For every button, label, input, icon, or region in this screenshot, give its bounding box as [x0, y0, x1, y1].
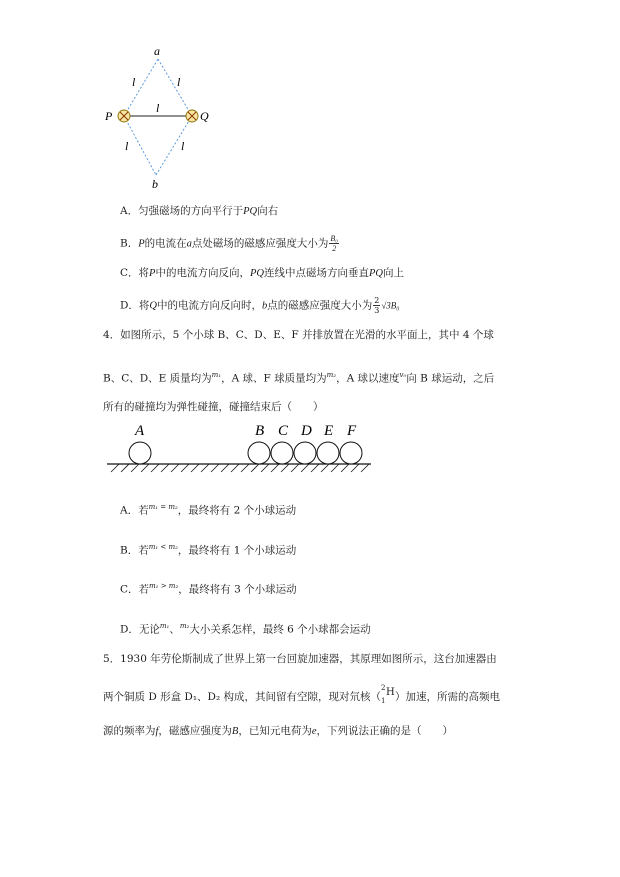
q4-option-a: A．若$^{m_1 = m_2}$，最终将有 2 个小球运动 [120, 503, 297, 517]
q3-option-b: B．P的电流在a点处磁场的磁感应强度大小为 $\frac{\text{B₀}}{2}$ [120, 234, 339, 253]
ground-hatch [111, 464, 369, 472]
q5-stem-line2: 两个铜质 D 形盒 D₁、D₂ 构成，其间留有空隙，现对氘核（ 2 1 H ）加速，所需的高频电 [103, 684, 501, 705]
label-b: b [152, 177, 158, 190]
current-P-icon [118, 110, 130, 122]
q4-option-d: D．无论$^{m_1}$、$^{m_2}$大小关系怎样，最终 6 个小球都会运动 [120, 622, 371, 636]
ball-C [271, 442, 293, 464]
label-l-lower-left: l [125, 139, 129, 153]
ball-label-A: A [135, 423, 145, 439]
label-l-middle: l [156, 101, 160, 115]
q5-stem-line1: 5．1930 年劳伦斯制成了世界上第一台回旋加速器，其原理如图所示，这台加速器由 [103, 653, 497, 665]
q4-stem-line3: 所有的碰撞均为弹性碰撞，碰撞结束后（ ） [103, 401, 324, 413]
q4-stem-line2: B、C、D、E 质量均为$^{m_1}$，A 球、F 球质量均为$^{m_2}$，A 球以速度$^{v_0}$向 B 球运动，之后 [103, 371, 495, 385]
ball-A [129, 442, 151, 464]
label-a: a [154, 44, 160, 58]
q3-option-d: D．将Q中的电流方向反向时，b点的磁感应强度大小为 $\frac{2}{3}$ √3B₀ [120, 296, 400, 315]
ball-label-E: E [324, 423, 334, 439]
dashed-edge-Pa [124, 59, 158, 116]
label-l-upper-right: l [177, 75, 181, 89]
dashed-edge-bQ [156, 116, 192, 175]
ball-B [248, 442, 270, 464]
label-Q: Q [200, 109, 209, 123]
ball-label-D: D [301, 423, 312, 439]
ball-F [340, 442, 362, 464]
ball-label-F: F [347, 423, 357, 439]
rhombus-diagram [100, 40, 220, 190]
current-Q-icon [186, 110, 198, 122]
ball-label-B: B [255, 423, 265, 439]
ball-label-C: C [278, 423, 289, 439]
label-P: P [105, 109, 113, 123]
label-l-upper-left: l [132, 75, 136, 89]
dashed-edge-aQ [158, 59, 192, 116]
ball-D [294, 442, 316, 464]
q3-option-c: C．将P中的电流方向反向，PQ连线中点磁场方向垂直PQ向上 [120, 267, 404, 279]
fraction-b0-over-2: $\frac{\text{B₀}}{2}$ [330, 234, 339, 253]
q5-stem-line3: 源的频率为f，磁感应强度为B，已知元电荷为e，下列说法正确的是（ ） [103, 725, 454, 737]
ball-E [317, 442, 339, 464]
balls-diagram [105, 420, 375, 476]
fraction-2-over-3: $\frac{2}{3}$ [374, 296, 380, 315]
label-l-lower-right: l [181, 139, 185, 153]
dashed-edge-Pb [124, 116, 156, 175]
q3-option-a: A．匀强磁场的方向平行于PQ向右 [120, 205, 279, 217]
q4-stem-line1: 4．如图所示，5 个小球 B、C、D、E、F 并排放置在光滑的水平面上，其中 4 个球 [103, 329, 494, 341]
q4-option-c: C．若$^{m_1 > m_2}$，最终将有 3 个小球运动 [120, 582, 297, 596]
q4-option-b: B．若$^{m_1 < m_2}$，最终将有 1 个小球运动 [120, 543, 297, 557]
deuteron-nuclide: 2 1 H [381, 684, 395, 705]
